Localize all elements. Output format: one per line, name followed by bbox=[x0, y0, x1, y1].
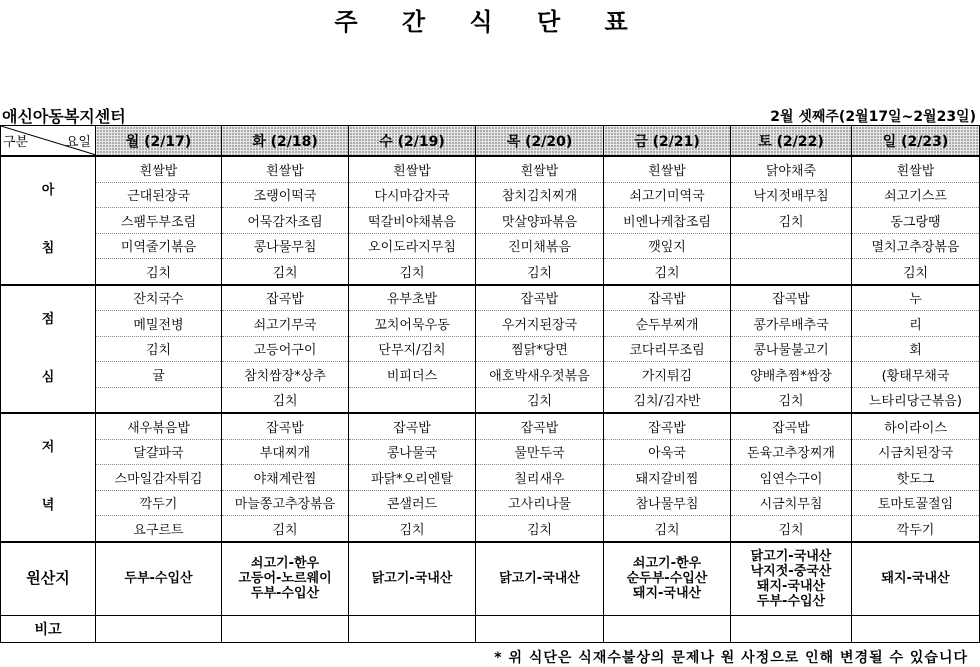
menu-cell: 메밀전병 bbox=[96, 311, 222, 337]
meal-label-char: 녁 bbox=[41, 498, 55, 514]
menu-cell: 비피더스 bbox=[349, 362, 476, 388]
origin-row bbox=[1, 542, 980, 616]
menu-cell: 잡곡밥 bbox=[604, 413, 731, 439]
menu-cell: 꼬치어묵우동 bbox=[349, 311, 476, 337]
menu-cell: 잡곡밥 bbox=[476, 413, 604, 439]
menu-cell: 김치 bbox=[731, 208, 852, 234]
menu-cell: 아욱국 bbox=[604, 439, 731, 465]
menu-cell: 김치 bbox=[476, 387, 604, 413]
menu-cell: 하이라이스 bbox=[852, 413, 980, 439]
day-header: 일 (2/23) bbox=[852, 126, 980, 157]
note-row bbox=[1, 615, 980, 642]
menu-cell: 떡갈비야채볶음 bbox=[349, 208, 476, 234]
menu-cell: 단무지/김치 bbox=[349, 336, 476, 362]
menu-cell: 콩나물국 bbox=[349, 439, 476, 465]
note-label: 비고 bbox=[1, 615, 96, 642]
note-cell bbox=[852, 615, 980, 642]
menu-cell: 콩나물불고기 bbox=[731, 336, 852, 362]
menu-cell: 스팸두부조림 bbox=[96, 208, 222, 234]
origin-line: 쇠고기-한우 bbox=[250, 556, 320, 571]
menu-row bbox=[1, 516, 980, 542]
menu-cell: 동그랑땡 bbox=[852, 208, 980, 234]
menu-cell: 닭야채죽 bbox=[731, 156, 852, 182]
menu-cell: 깻잎지 bbox=[604, 233, 731, 259]
origin-line: 닭고기-국내산 bbox=[750, 548, 832, 564]
page-title: 주 간 식 단 표 bbox=[334, 8, 646, 36]
menu-row bbox=[1, 259, 980, 285]
origin-line: 돼지-국내산 bbox=[756, 578, 826, 594]
menu-cell: 회 bbox=[852, 336, 980, 362]
center-name: 애신아동복지센터 bbox=[2, 107, 126, 126]
week-label: 2월 셋째주(2월17일~2월23일) bbox=[770, 109, 976, 125]
menu-row bbox=[1, 439, 980, 465]
menu-cell: (황태무채국 bbox=[852, 362, 980, 388]
menu-cell: 흰쌀밥 bbox=[604, 156, 731, 182]
menu-cell: 콘샐러드 bbox=[349, 490, 476, 516]
menu-table bbox=[0, 125, 980, 643]
menu-cell: 미역줄기볶음 bbox=[96, 233, 222, 259]
menu-cell bbox=[96, 387, 222, 413]
menu-cell: 다시마감자국 bbox=[349, 182, 476, 208]
meal-label-char: 침 bbox=[41, 241, 55, 257]
menu-cell: 시금치무침 bbox=[731, 490, 852, 516]
menu-cell: 잔치국수 bbox=[96, 285, 222, 311]
menu-row bbox=[1, 233, 980, 259]
meal-label-char: 아 bbox=[41, 183, 55, 199]
menu-cell: 쇠고기스프 bbox=[852, 182, 980, 208]
origin-line: 쇠고기-한우 bbox=[632, 556, 702, 571]
menu-cell: 흰쌀밥 bbox=[852, 156, 980, 182]
menu-cell: 조랭이떡국 bbox=[222, 182, 349, 208]
origin-line: 고등어-노르웨이 bbox=[238, 571, 332, 586]
origin-cell bbox=[476, 542, 604, 616]
menu-cell: 코다리무조림 bbox=[604, 336, 731, 362]
meal-label bbox=[1, 413, 96, 542]
menu-cell: 돼지갈비찜 bbox=[604, 465, 731, 491]
menu-cell: 깍두기 bbox=[96, 490, 222, 516]
menu-row bbox=[1, 311, 980, 337]
menu-cell: 양배추찜*쌈장 bbox=[731, 362, 852, 388]
menu-row bbox=[1, 362, 980, 388]
menu-cell: 잡곡밥 bbox=[222, 285, 349, 311]
menu-row bbox=[1, 413, 980, 439]
menu-cell: 리 bbox=[852, 311, 980, 337]
menu-cell: 마늘쫑고추장볶음 bbox=[222, 490, 349, 516]
origin-line: 두부-수입산 bbox=[124, 571, 193, 586]
menu-cell: 찜닭*당면 bbox=[476, 336, 604, 362]
note-cell bbox=[222, 615, 349, 642]
menu-cell: 토마토꿀절임 bbox=[852, 490, 980, 516]
menu-row bbox=[1, 490, 980, 516]
origin-line: 두부-수입산 bbox=[250, 586, 320, 601]
menu-cell: 김치 bbox=[476, 259, 604, 285]
menu-cell bbox=[349, 387, 476, 413]
menu-cell: 가지튀김 bbox=[604, 362, 731, 388]
menu-cell: 잡곡밥 bbox=[731, 413, 852, 439]
day-header: 화 (2/18) bbox=[222, 126, 349, 157]
menu-row bbox=[1, 465, 980, 491]
menu-cell: 임연수구이 bbox=[731, 465, 852, 491]
menu-cell: 스마일감자튀김 bbox=[96, 465, 222, 491]
menu-row bbox=[1, 285, 980, 311]
menu-cell: 김치 bbox=[222, 516, 349, 542]
origin-line: 닭고기-국내산 bbox=[371, 571, 453, 586]
menu-cell: 콩가루배추국 bbox=[731, 311, 852, 337]
corner-header bbox=[1, 126, 96, 157]
menu-cell: 흰쌀밥 bbox=[349, 156, 476, 182]
menu-cell: 쇠고기무국 bbox=[222, 311, 349, 337]
origin-cell bbox=[96, 542, 222, 616]
menu-cell bbox=[731, 259, 852, 285]
menu-cell: 쇠고기미역국 bbox=[604, 182, 731, 208]
menu-cell: 시금치된장국 bbox=[852, 439, 980, 465]
menu-cell: 파닭*오리엔탈 bbox=[349, 465, 476, 491]
menu-cell: 맛살양파볶음 bbox=[476, 208, 604, 234]
origin-line: 순두부-수입산 bbox=[626, 571, 708, 586]
footer-note: * 위 식단은 식재수불상의 문제나 원 사정으로 인해 변경될 수 있습니다 bbox=[494, 650, 968, 666]
corner-category-label: 구분 bbox=[3, 135, 29, 150]
menu-cell: 콩나물무침 bbox=[222, 233, 349, 259]
origin-line: 두부-수입산 bbox=[756, 593, 826, 609]
menu-row bbox=[1, 182, 980, 208]
menu-cell: 진미채볶음 bbox=[476, 233, 604, 259]
menu-cell: 김치 bbox=[731, 516, 852, 542]
menu-cell: 낙지젓배무침 bbox=[731, 182, 852, 208]
meal-label-char: 점 bbox=[41, 311, 55, 327]
menu-cell: 근대된장국 bbox=[96, 182, 222, 208]
origin-cell bbox=[852, 542, 980, 616]
meal-label-char: 저 bbox=[41, 440, 55, 456]
origin-line: 낙지젓-중국산 bbox=[750, 563, 832, 579]
menu-row bbox=[1, 336, 980, 362]
origin-cell bbox=[222, 542, 349, 616]
origin-line: 돼지-국내산 bbox=[632, 586, 702, 601]
menu-cell: 잡곡밥 bbox=[349, 413, 476, 439]
menu-cell: 김치 bbox=[222, 387, 349, 413]
meal-label bbox=[1, 156, 96, 285]
menu-cell: 김치 bbox=[852, 259, 980, 285]
menu-cell: 김치 bbox=[731, 387, 852, 413]
menu-cell: 멸치고추장볶음 bbox=[852, 233, 980, 259]
menu-cell: 고사리나물 bbox=[476, 490, 604, 516]
menu-cell: 오이도라지무침 bbox=[349, 233, 476, 259]
menu-cell: 잡곡밥 bbox=[222, 413, 349, 439]
note-cell bbox=[604, 615, 731, 642]
menu-cell: 김치 bbox=[604, 516, 731, 542]
menu-cell: 잡곡밥 bbox=[476, 285, 604, 311]
menu-cell: 잡곡밥 bbox=[731, 285, 852, 311]
origin-line: 돼지-국내산 bbox=[881, 571, 950, 586]
origin-cell bbox=[731, 542, 852, 616]
menu-cell: 요구르트 bbox=[96, 516, 222, 542]
menu-cell: 유부초밥 bbox=[349, 285, 476, 311]
menu-cell: 김치 bbox=[476, 516, 604, 542]
menu-cell: 물만두국 bbox=[476, 439, 604, 465]
menu-cell: 핫도그 bbox=[852, 465, 980, 491]
origin-cell bbox=[349, 542, 476, 616]
menu-cell: 우거지된장국 bbox=[476, 311, 604, 337]
menu-cell: 야채계란찜 bbox=[222, 465, 349, 491]
menu-cell: 김치 bbox=[96, 259, 222, 285]
menu-cell: 김치 bbox=[604, 259, 731, 285]
menu-cell: 순두부찌개 bbox=[604, 311, 731, 337]
menu-cell: 깍두기 bbox=[852, 516, 980, 542]
note-cell bbox=[731, 615, 852, 642]
menu-cell: 참치쌈장*상추 bbox=[222, 362, 349, 388]
menu-cell: 새우볶음밥 bbox=[96, 413, 222, 439]
menu-cell: 달걀파국 bbox=[96, 439, 222, 465]
day-header: 목 (2/20) bbox=[476, 126, 604, 157]
menu-cell: 김치 bbox=[222, 259, 349, 285]
menu-row bbox=[1, 208, 980, 234]
menu-cell: 애호박새우젓볶음 bbox=[476, 362, 604, 388]
menu-cell: 참나물무침 bbox=[604, 490, 731, 516]
menu-cell: 칠리새우 bbox=[476, 465, 604, 491]
note-cell bbox=[96, 615, 222, 642]
menu-cell: 흰쌀밥 bbox=[96, 156, 222, 182]
corner-day-label: 요일 bbox=[65, 135, 91, 150]
menu-cell: 고등어구이 bbox=[222, 336, 349, 362]
menu-cell: 흰쌀밥 bbox=[476, 156, 604, 182]
menu-row bbox=[1, 387, 980, 413]
menu-cell: 어묵감자조림 bbox=[222, 208, 349, 234]
menu-cell: 참치김치찌개 bbox=[476, 182, 604, 208]
menu-cell: 누 bbox=[852, 285, 980, 311]
meal-label-char: 심 bbox=[41, 369, 55, 385]
meal-label bbox=[1, 285, 96, 414]
menu-cell: 김치/김자반 bbox=[604, 387, 731, 413]
day-header: 월 (2/17) bbox=[96, 126, 222, 157]
menu-cell: 느타리당근볶음) bbox=[852, 387, 980, 413]
menu-cell: 흰쌀밥 bbox=[222, 156, 349, 182]
menu-row bbox=[1, 156, 980, 182]
origin-cell bbox=[604, 542, 731, 616]
origin-label: 원산지 bbox=[1, 542, 96, 616]
origin-line: 닭고기-국내산 bbox=[499, 571, 580, 586]
day-header: 수 (2/19) bbox=[349, 126, 476, 157]
menu-cell: 비엔나케찹조림 bbox=[604, 208, 731, 234]
menu-cell: 귤 bbox=[96, 362, 222, 388]
menu-cell: 잡곡밥 bbox=[604, 285, 731, 311]
menu-cell: 김치 bbox=[349, 516, 476, 542]
day-header: 토 (2/22) bbox=[731, 126, 852, 157]
menu-cell: 부대찌개 bbox=[222, 439, 349, 465]
note-cell bbox=[476, 615, 604, 642]
menu-cell: 김치 bbox=[349, 259, 476, 285]
menu-cell: 돈육고추장찌개 bbox=[731, 439, 852, 465]
menu-cell bbox=[731, 233, 852, 259]
day-header: 금 (2/21) bbox=[604, 126, 731, 157]
note-cell bbox=[349, 615, 476, 642]
menu-cell: 김치 bbox=[96, 336, 222, 362]
